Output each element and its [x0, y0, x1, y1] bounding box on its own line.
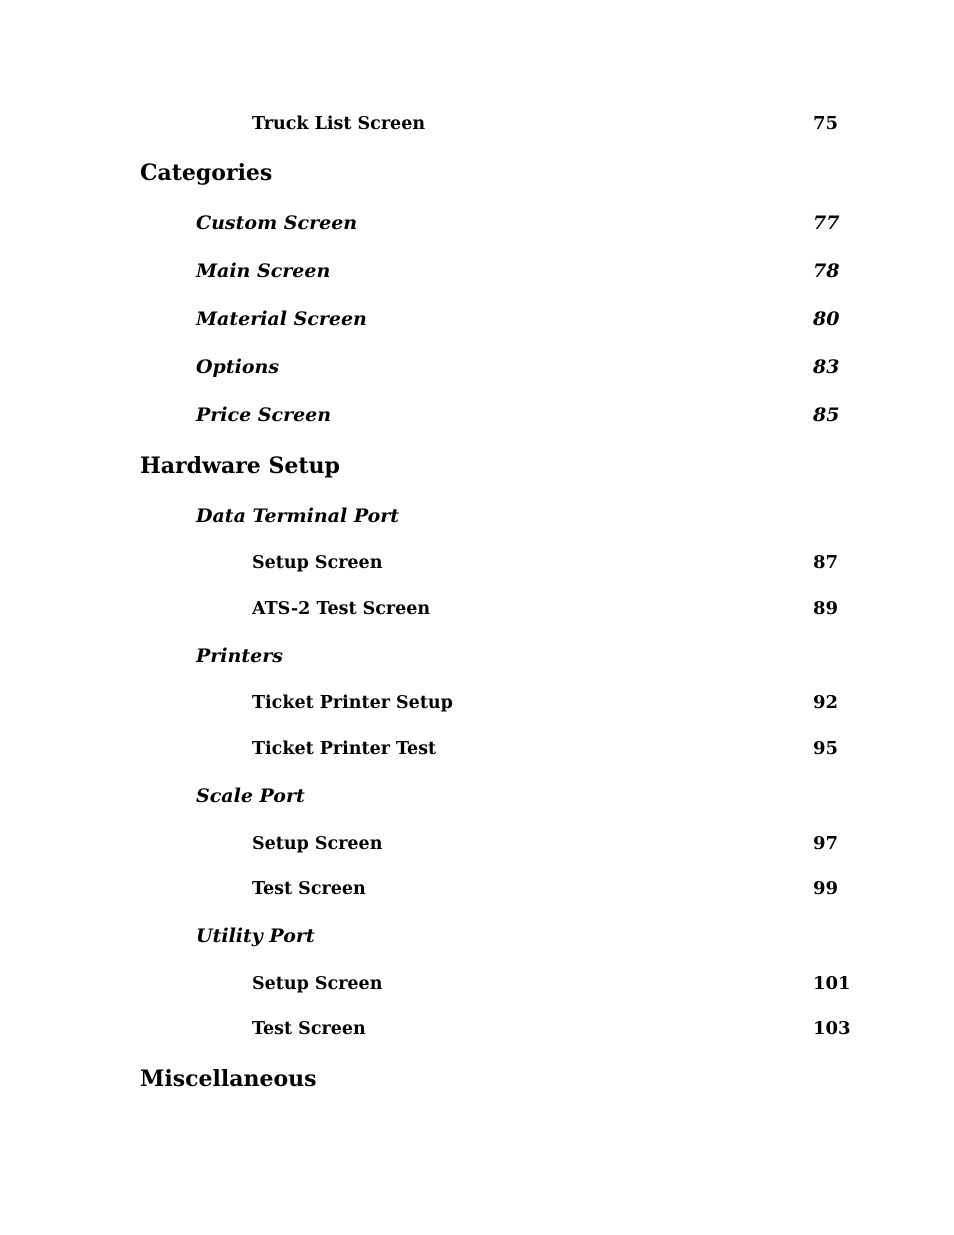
- toc-entry-setup-screen[interactable]: [0, 548, 954, 578]
- toc-entry-page-number: 97: [813, 833, 839, 854]
- toc-heading-hardware-setup[interactable]: [0, 451, 954, 481]
- toc-entry-custom-screen[interactable]: [0, 208, 954, 238]
- toc-entry-page-number: 92: [813, 692, 839, 713]
- toc-entry-title: Material Screen: [196, 308, 367, 330]
- toc-heading-categories[interactable]: [0, 158, 954, 188]
- toc-entry-price-screen[interactable]: [0, 400, 954, 430]
- toc-entry-page-number: 85: [813, 404, 840, 426]
- toc-entry-title: Custom Screen: [196, 212, 358, 234]
- toc-entry-page-number: 103: [813, 1018, 851, 1039]
- toc-heading-title: Miscellaneous: [140, 1066, 317, 1092]
- toc-entry-page-number: 89: [813, 598, 839, 619]
- toc-subheading-data-terminal-port[interactable]: [0, 501, 954, 531]
- toc-entry-page-number: 80: [813, 308, 840, 330]
- toc-entry-title: Options: [196, 356, 280, 378]
- toc-entry-title: Utility Port: [196, 925, 315, 947]
- toc-entry-page-number: 99: [813, 878, 839, 899]
- toc-subheading-printers[interactable]: [0, 641, 954, 671]
- toc-entry-page-number: 75: [813, 113, 839, 134]
- toc-entry-setup-screen[interactable]: [0, 969, 954, 999]
- toc-entry-test-screen[interactable]: [0, 874, 954, 904]
- toc-entry-title: Setup Screen: [252, 553, 383, 573]
- toc-entry-title: Ticket Printer Test: [252, 739, 437, 759]
- toc-entry-title: Printers: [196, 645, 283, 667]
- toc-entry-title: Scale Port: [196, 785, 305, 807]
- toc-entry-setup-screen[interactable]: [0, 829, 954, 859]
- toc-entry-title: Test Screen: [252, 1019, 366, 1039]
- toc-entry-page-number: 77: [813, 212, 840, 234]
- toc-entry-title: ATS-2 Test Screen: [252, 599, 431, 619]
- toc-entry-title: Price Screen: [196, 404, 332, 426]
- toc-entry-ticket-printer-setup[interactable]: [0, 688, 954, 718]
- toc-heading-miscellaneous[interactable]: [0, 1064, 954, 1094]
- toc-subheading-scale-port[interactable]: [0, 781, 954, 811]
- toc-entry-title: Ticket Printer Setup: [252, 693, 453, 713]
- toc-entry-ats-2-test-screen[interactable]: [0, 594, 954, 624]
- toc-entry-page-number: 101: [813, 973, 851, 994]
- toc-entry-options[interactable]: [0, 352, 954, 382]
- toc-entry-page-number: 87: [813, 552, 839, 573]
- toc-entry-ticket-printer-test[interactable]: [0, 734, 954, 764]
- toc-heading-title: Hardware Setup: [140, 453, 340, 479]
- toc-entry-page-number: 95: [813, 738, 839, 759]
- toc-entry-title: Main Screen: [196, 260, 331, 282]
- toc-entry-title: Setup Screen: [252, 834, 383, 854]
- toc-entry-page-number: 83: [813, 356, 840, 378]
- toc-entry-page-number: 78: [813, 260, 840, 282]
- toc-entry-title: Test Screen: [252, 879, 366, 899]
- toc-entry-main-screen[interactable]: [0, 256, 954, 286]
- toc-entry-material-screen[interactable]: [0, 304, 954, 334]
- toc-entry-title: Truck List Screen: [252, 114, 426, 134]
- toc-entry-title: Setup Screen: [252, 974, 383, 994]
- toc-entry-test-screen[interactable]: [0, 1014, 954, 1044]
- toc-entry-title: Data Terminal Port: [196, 505, 400, 527]
- toc-subheading-utility-port[interactable]: [0, 921, 954, 951]
- toc-heading-title: Categories: [140, 160, 273, 186]
- toc-entry-truck-list-screen[interactable]: [0, 109, 954, 139]
